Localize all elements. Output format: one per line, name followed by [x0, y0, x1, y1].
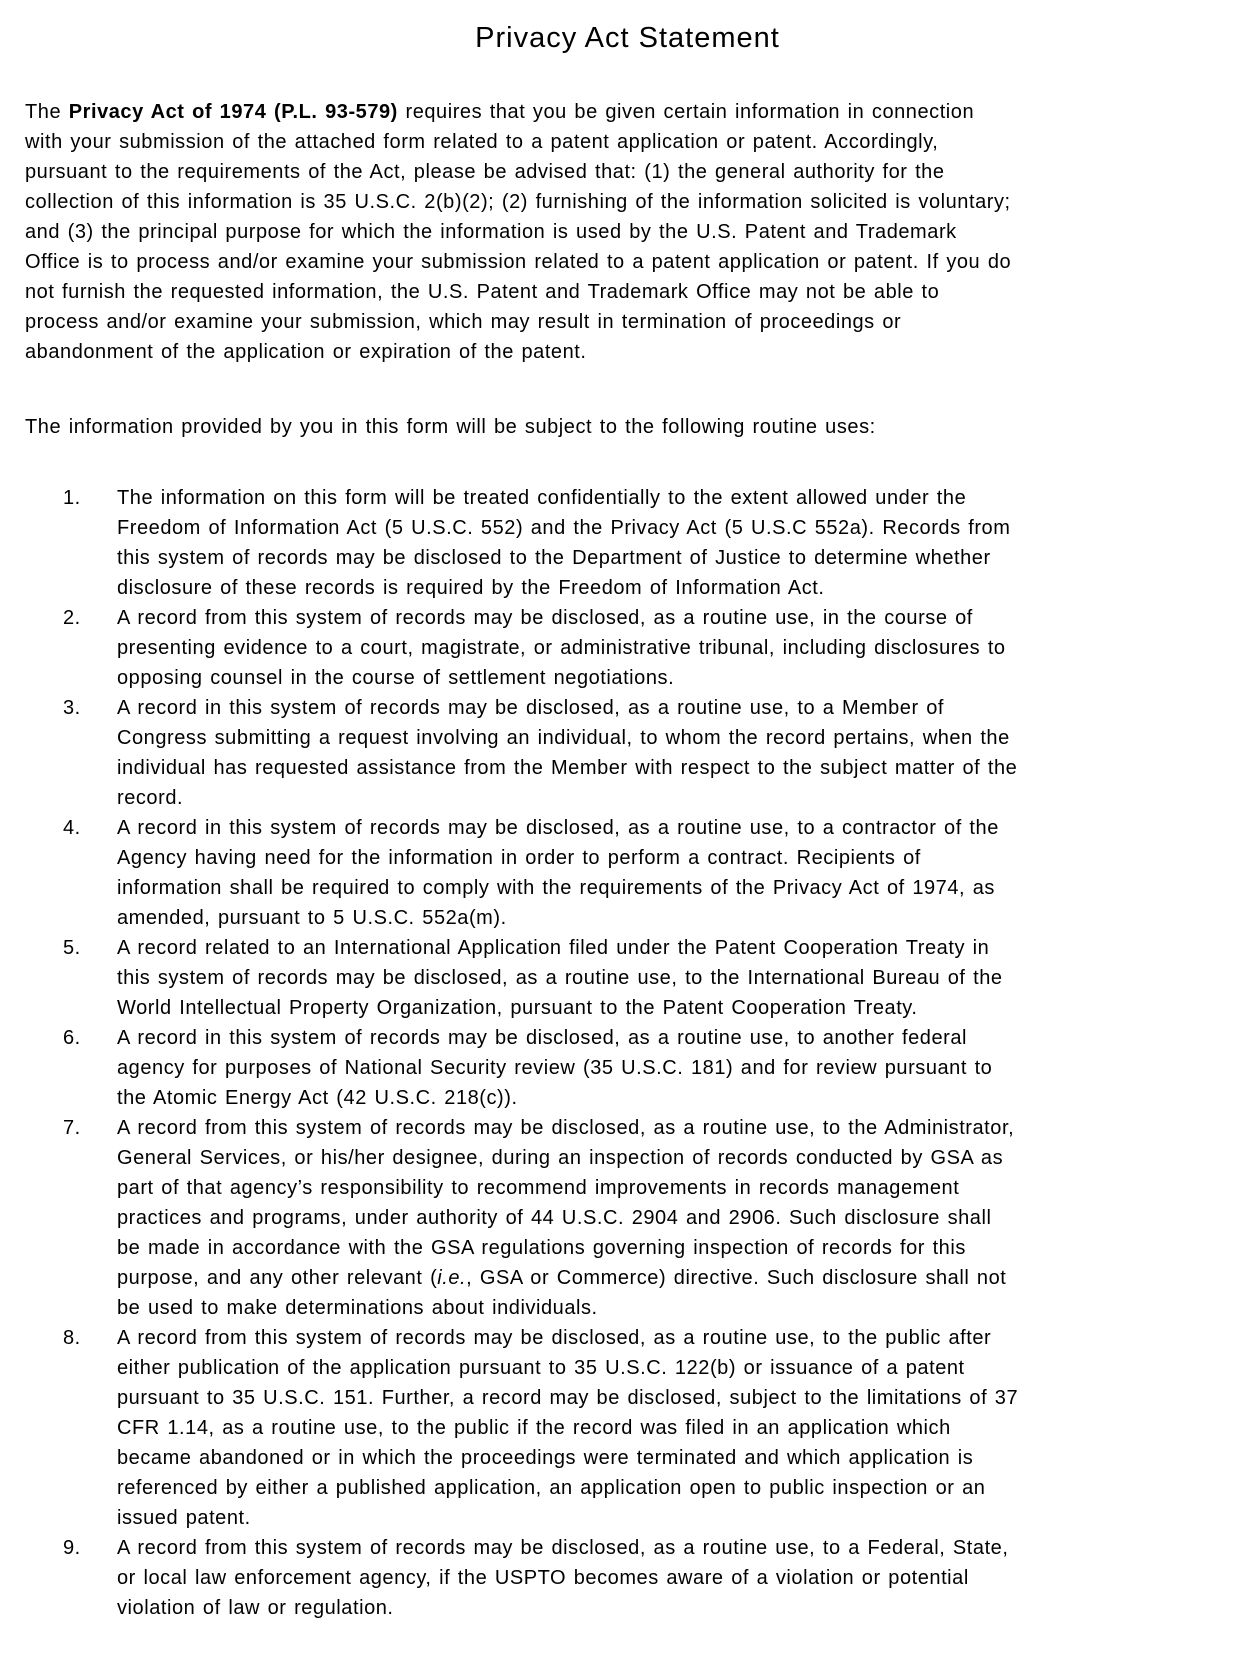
text-segment: practices and programs, under authority of 44 U.S.C. 2904 and 2906. Such disclosure shall — [117, 1207, 992, 1229]
text-segment: the Atomic Energy Act (42 U.S.C. 218(c)). — [117, 1087, 518, 1109]
text-line — [117, 1113, 1230, 1143]
text-segment: presenting evidence to a court, magistrate, or administrative tribunal, including disclosures to — [117, 637, 1006, 659]
page-title: Privacy Act Statement — [475, 22, 780, 54]
text-segment: A record in this system of records may be disclosed, as a routine use, to a Member of — [117, 697, 945, 719]
list-item — [25, 693, 1230, 813]
text-line — [117, 843, 1230, 873]
text-segment: or local law enforcement agency, if the USPTO becomes aware of a violation or potential — [117, 1567, 969, 1589]
list-item-number: 8. — [63, 1327, 81, 1349]
text-line — [117, 1293, 1230, 1323]
text-segment: not furnish the requested information, the U.S. Patent and Trademark Office may not be able to — [25, 281, 940, 303]
text-line — [25, 127, 1230, 157]
text-line — [117, 1563, 1230, 1593]
text-line — [25, 187, 1230, 217]
list-item-number: 7. — [63, 1117, 81, 1139]
list-item-text — [117, 693, 1230, 813]
text-line — [117, 693, 1230, 723]
text-line — [117, 753, 1230, 783]
text-segment: collection of this information is 35 U.S.C. 2(b)(2); (2) furnishing of the information solicited is voluntary; — [25, 191, 1011, 213]
text-line — [117, 1083, 1230, 1113]
text-line — [117, 513, 1230, 543]
text-segment: The — [25, 101, 69, 123]
list-item-number: 9. — [63, 1537, 81, 1559]
text-segment: A record from this system of records may be disclosed, as a routine use, to the public after — [117, 1327, 992, 1349]
list-item — [25, 603, 1230, 693]
list-item — [25, 1323, 1230, 1533]
list-item — [25, 483, 1230, 603]
text-line — [117, 1263, 1230, 1293]
text-segment: process and/or examine your submission, which may result in termination of proceedings or — [25, 311, 902, 333]
text-segment: A record in this system of records may be disclosed, as a routine use, to a contractor of the — [117, 817, 999, 839]
text-line — [117, 1203, 1230, 1233]
text-segment: Office is to process and/or examine your submission related to a patent application or patent. If you do — [25, 251, 1012, 273]
text-line — [25, 157, 1230, 187]
text-line — [117, 1533, 1230, 1563]
text-segment: A record related to an International Application filed under the Patent Cooperation Treaty in — [117, 937, 990, 959]
list-item-number: 4. — [63, 817, 81, 839]
bold-text: Privacy Act of 1974 (P.L. 93-579) — [68, 101, 398, 123]
text-segment: record. — [117, 787, 184, 809]
text-line — [117, 1023, 1230, 1053]
text-segment: CFR 1.14, as a routine use, to the public if the record was filed in an application which — [117, 1417, 951, 1439]
list-item-text — [117, 483, 1230, 603]
text-line — [25, 217, 1230, 247]
text-segment: issued patent. — [117, 1507, 251, 1529]
text-segment: violation of law or regulation. — [117, 1597, 394, 1619]
text-line — [25, 97, 1230, 127]
text-segment: information shall be required to comply with the requirements of the Privacy Act of 1974, as — [117, 877, 995, 899]
text-line — [117, 1233, 1230, 1263]
text-line — [117, 1353, 1230, 1383]
text-segment: A record in this system of records may be disclosed, as a routine use, to another federal — [117, 1027, 968, 1049]
text-segment: individual has requested assistance from the Member with respect to the subject matter of the — [117, 757, 1018, 779]
text-line — [25, 337, 1230, 367]
text-line — [117, 543, 1230, 573]
text-segment: be made in accordance with the GSA regulations governing inspection of records for this — [117, 1237, 966, 1259]
list-item — [25, 1113, 1230, 1323]
text-segment: The information provided by you in this form will be subject to the following routine uses: — [25, 416, 876, 438]
text-line — [117, 993, 1230, 1023]
text-segment: part of that agency’s responsibility to recommend improvements in records management — [117, 1177, 960, 1199]
text-line — [25, 307, 1230, 337]
text-line — [25, 277, 1230, 307]
text-segment: with your submission of the attached form related to a patent application or patent. Accordingly, — [25, 131, 939, 153]
text-line — [117, 723, 1230, 753]
text-line — [117, 903, 1230, 933]
text-line — [117, 483, 1230, 513]
text-segment: agency for purposes of National Security review (35 U.S.C. 181) and for review pursuant to — [117, 1057, 993, 1079]
list-item-text — [117, 1323, 1230, 1533]
text-segment: World Intellectual Property Organization, pursuant to the Patent Cooperation Treaty. — [117, 997, 918, 1019]
list-item-number: 5. — [63, 937, 81, 959]
text-line — [25, 247, 1230, 277]
text-segment: became abandoned or in which the proceedings were terminated and which application is — [117, 1447, 974, 1469]
list-item-number: 3. — [63, 697, 81, 719]
list-item-number: 1. — [63, 487, 81, 509]
text-line — [117, 633, 1230, 663]
document-body — [25, 97, 1230, 1623]
text-segment: purpose, and any other relevant ( — [117, 1267, 438, 1289]
text-line — [117, 1503, 1230, 1533]
italic-text: i.e. — [437, 1267, 467, 1289]
text-segment: Freedom of Information Act (5 U.S.C. 552) and the Privacy Act (5 U.S.C 552a). Records from — [117, 517, 1011, 539]
list-item-number: 2. — [63, 607, 81, 629]
list-item — [25, 933, 1230, 1023]
text-line — [117, 1383, 1230, 1413]
text-line — [117, 1473, 1230, 1503]
text-segment: pursuant to 35 U.S.C. 151. Further, a record may be disclosed, subject to the limitations of 37 — [117, 1387, 1019, 1409]
text-line — [117, 1413, 1230, 1443]
list-item-number: 6. — [63, 1027, 81, 1049]
list-item-text — [117, 813, 1230, 933]
text-segment: Agency having need for the information in order to perform a contract. Recipients of — [117, 847, 921, 869]
list-item-text — [117, 603, 1230, 693]
text-segment: and (3) the principal purpose for which the information is used by the U.S. Patent and Trademark — [25, 221, 957, 243]
text-segment: be used to make determinations about individuals. — [117, 1297, 598, 1319]
text-segment: disclosure of these records is required by the Freedom of Information Act. — [117, 577, 825, 599]
list-item-text — [117, 1113, 1230, 1323]
text-segment: referenced by either a published application, an application open to public inspection or an — [117, 1477, 986, 1499]
text-segment: amended, pursuant to 5 U.S.C. 552a(m). — [117, 907, 507, 929]
text-line — [117, 933, 1230, 963]
text-segment: A record from this system of records may be disclosed, as a routine use, to a Federal, State, — [117, 1537, 1009, 1559]
text-segment: this system of records may be disclosed, as a routine use, to the International Bureau of the — [117, 967, 1003, 989]
text-line — [117, 1443, 1230, 1473]
text-line — [117, 1323, 1230, 1353]
text-line — [25, 412, 1230, 442]
text-line — [117, 603, 1230, 633]
text-line — [117, 873, 1230, 903]
text-line — [117, 783, 1230, 813]
text-segment: this system of records may be disclosed to the Department of Justice to determine whether — [117, 547, 991, 569]
text-segment: abandonment of the application or expiration of the patent. — [25, 341, 587, 363]
list-item-text — [117, 1533, 1230, 1623]
text-segment: requires that you be given certain information in connection — [397, 101, 975, 123]
routine-uses-list — [25, 483, 1230, 1623]
text-segment: pursuant to the requirements of the Act, please be advised that: (1) the general authority for the — [25, 161, 945, 183]
text-line — [117, 813, 1230, 843]
intro-paragraph — [25, 97, 1230, 367]
list-item-text — [117, 933, 1230, 1023]
routine-uses-lead — [25, 412, 1230, 442]
text-segment: A record from this system of records may be disclosed, as a routine use, in the course of — [117, 607, 973, 629]
text-line — [117, 963, 1230, 993]
text-line — [117, 573, 1230, 603]
text-line — [117, 1143, 1230, 1173]
text-line — [117, 663, 1230, 693]
list-item — [25, 1533, 1230, 1623]
text-segment: Congress submitting a request involving an individual, to whom the record pertains, when the — [117, 727, 1010, 749]
list-item — [25, 1023, 1230, 1113]
text-segment: opposing counsel in the course of settlement negotiations. — [117, 667, 675, 689]
text-line — [117, 1173, 1230, 1203]
text-segment: The information on this form will be treated confidentially to the extent allowed under the — [117, 487, 967, 509]
text-line — [117, 1593, 1230, 1623]
text-segment: , GSA or Commerce) directive. Such disclosure shall not — [466, 1267, 1007, 1289]
text-segment: A record from this system of records may be disclosed, as a routine use, to the Administrator, — [117, 1117, 1015, 1139]
list-item-text — [117, 1023, 1230, 1113]
text-segment: General Services, or his/her designee, during an inspection of records conducted by GSA as — [117, 1147, 1004, 1169]
text-line — [117, 1053, 1230, 1083]
text-segment: either publication of the application pursuant to 35 U.S.C. 122(b) or issuance of a patent — [117, 1357, 965, 1379]
list-item — [25, 813, 1230, 933]
